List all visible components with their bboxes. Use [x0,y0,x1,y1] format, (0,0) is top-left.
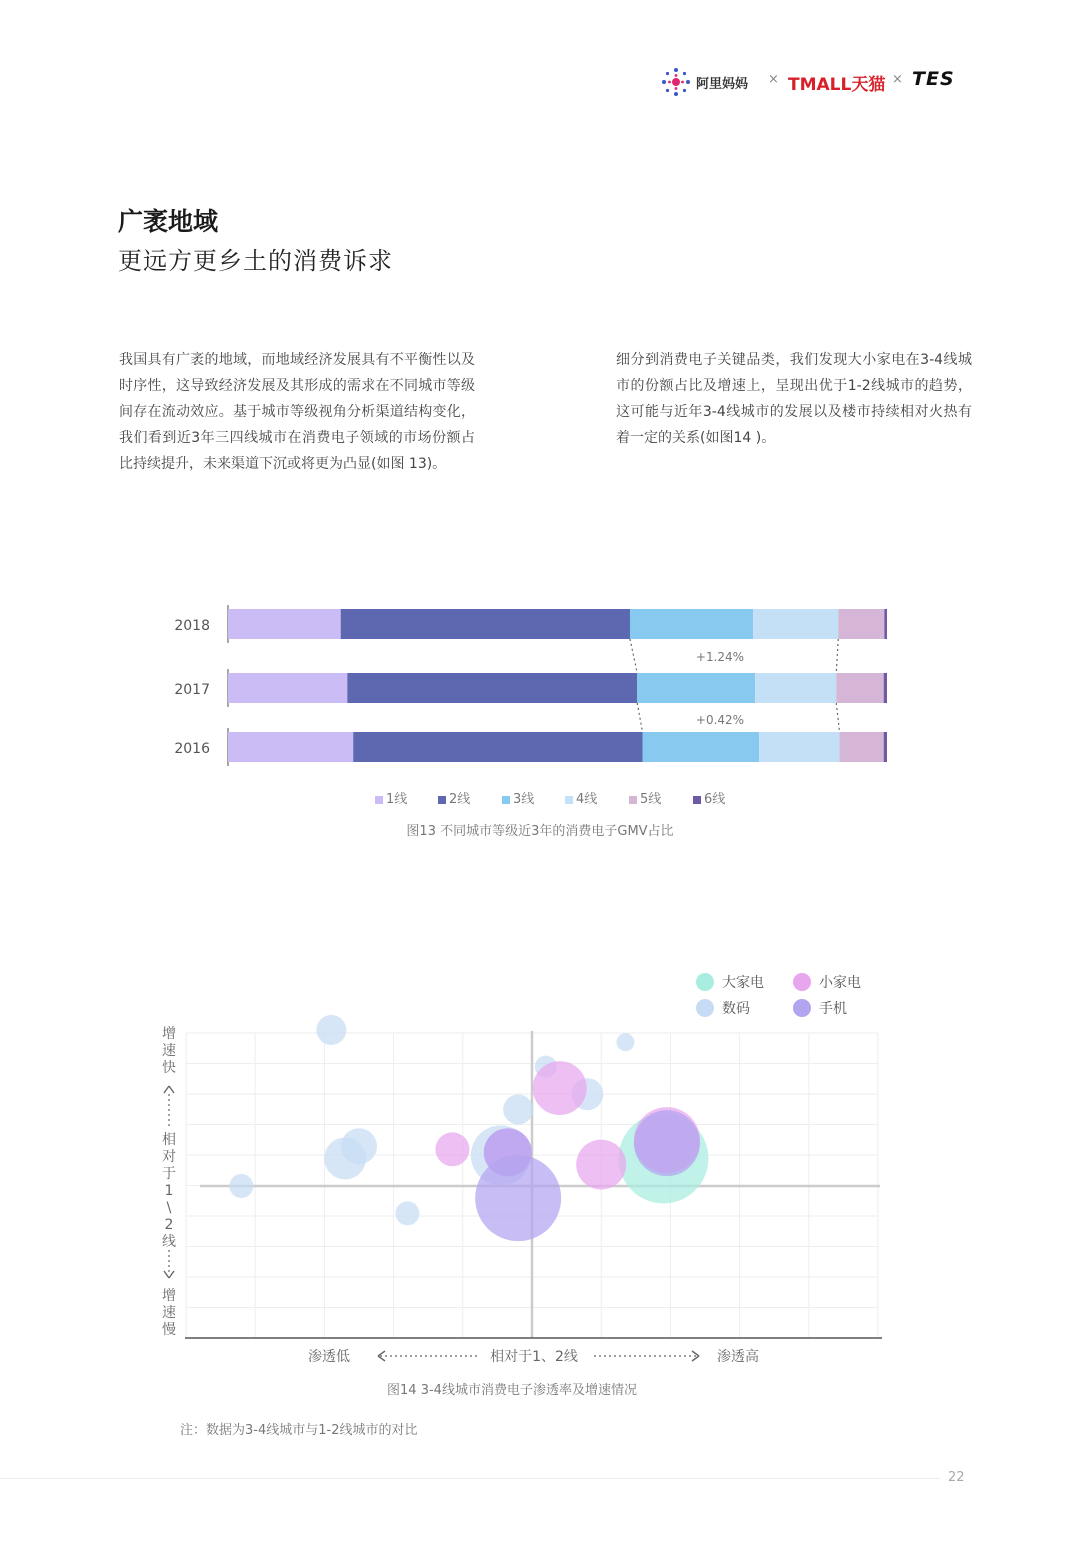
legend-label-6线: 6线 [704,792,726,807]
page-number: 22 [948,1470,965,1485]
growth-annotation: +1.24% [695,650,745,664]
bar-segment-2016-3线 [643,732,760,762]
tes-logo: TES [912,68,955,90]
body-paragraph-left: 我国具有广袤的地域，而地域经济发展具有不平衡性以及时序性，这导致经济发展及其形成的需求在不同城市等级间存在流动效应。基于城市等级视角分析渠道结构变化，我们看到近3年三四线城市在消费电子领域的市场份额占比持续提升，未来渠道下沉或将更为凸显(如图 13)。 [119,352,475,472]
bar-segment-2018-3线 [630,609,753,639]
figure-note: 注：数据为3-4线城市与1-2线城市的对比 [180,1423,418,1438]
legend-label-1线: 1线 [386,792,408,807]
legend-swatch-4线 [565,796,573,804]
legend-swatch-1线 [375,796,383,804]
legend-dot-手机 [793,999,811,1017]
bubble-数码-4 [395,1201,419,1225]
legend-label-2线: 2线 [449,792,471,807]
body-paragraph-right: 细分到消费电子关键品类，我们发现大小家电在3-4线城市的份额占比及增速上，呈现出优于1-2线城市的趋势，这可能与近年3-4线城市的发展以及楼市持续相对火热有着一定的关系(如图14 )。 [616,352,972,446]
legend-swatch-6线 [693,796,701,804]
legend-label-大家电: 大家电 [722,975,764,991]
arrow-up-icon [164,1086,174,1093]
section-subtitle: 更远方更乡土的消费诉求 [118,247,393,275]
bar-segment-2016-5线 [840,732,884,762]
legend-dot-小家电 [793,973,811,991]
legend-label-4线: 4线 [576,792,598,807]
bubble-数码-0 [316,1015,346,1045]
bubble-手机-1 [634,1110,700,1176]
y-label-high: 增速快 [162,1026,176,1076]
year-label-2016: 2016 [174,741,210,757]
bar-segment-2017-2线 [347,673,637,703]
bubble-小家电-3 [435,1132,469,1166]
bar-segment-2018-1线 [228,609,341,639]
bar-segment-2016-6线 [884,732,887,762]
bubble-小家电-0 [533,1061,587,1115]
legend-label-5线: 5线 [640,792,662,807]
bar-segment-2018-2线 [341,609,630,639]
times-separator-1: × [768,72,779,87]
x-label-mid: 相对于1、2线 [490,1349,578,1365]
header-logos [660,62,980,102]
figure-14-caption: 图14 3-4线城市消费电子渗透率及增速情况 [387,1383,637,1398]
legend-label-小家电: 小家电 [819,975,861,991]
legend-label-数码: 数码 [722,1001,750,1017]
legend-swatch-2线 [438,796,446,804]
arrow-down-icon [164,1271,174,1278]
alimama-text: 阿里妈妈 [696,76,749,92]
alimama-logo [660,66,748,98]
share-connector [630,639,637,673]
share-connector [637,703,642,732]
bar-segment-2016-1线 [228,732,353,762]
x-label-low: 渗透低 [308,1349,350,1365]
bar-segment-2018-6线 [884,609,887,639]
legend-dot-大家电 [696,973,714,991]
bar-segment-2017-5线 [836,673,883,703]
footer-divider [0,1478,940,1479]
alimama-icon [660,66,692,98]
y-label-low: 增速慢 [162,1288,176,1338]
bubble-数码-3 [341,1128,377,1164]
bar-segment-2017-4线 [755,673,836,703]
bar-segment-2018-4线 [753,609,838,639]
bubble-小家电-2 [576,1140,626,1190]
bubble-手机-2 [484,1128,532,1176]
section-title: 广袤地域 [118,207,219,236]
bar-segment-2017-3线 [637,673,755,703]
legend-swatch-5线 [629,796,637,804]
bar-segment-2016-4线 [759,732,839,762]
year-label-2017: 2017 [174,682,210,698]
tmall-logo: TMALL天猫 [788,75,886,95]
share-connector [836,639,838,673]
bubble-数码-8 [616,1033,634,1051]
bar-segment-2017-1线 [228,673,347,703]
legend-dot-数码 [696,999,714,1017]
legend-label-手机: 手机 [819,1001,847,1017]
legend-swatch-3线 [502,796,510,804]
growth-annotation: +0.42% [695,713,745,727]
y-label-mid: 相对于 1 \ 2 线 [162,1132,176,1250]
bar-segment-2017-6线 [884,673,887,703]
year-label-2018: 2018 [174,618,210,634]
share-connector [836,703,839,732]
figure-13-stacked-bar-chart [0,590,1080,850]
figure-14-bubble-chart [0,960,1080,1410]
figure-13-caption: 图13 不同城市等级近3年的消费电子GMV占比 [406,824,674,839]
bar-segment-2018-5线 [838,609,884,639]
x-label-high: 渗透高 [717,1349,759,1365]
bubble-数码-5 [503,1095,533,1125]
times-separator-2: × [892,72,903,87]
bar-segment-2016-2线 [353,732,642,762]
bubble-数码-1 [229,1174,253,1198]
legend-label-3线: 3线 [513,792,535,807]
